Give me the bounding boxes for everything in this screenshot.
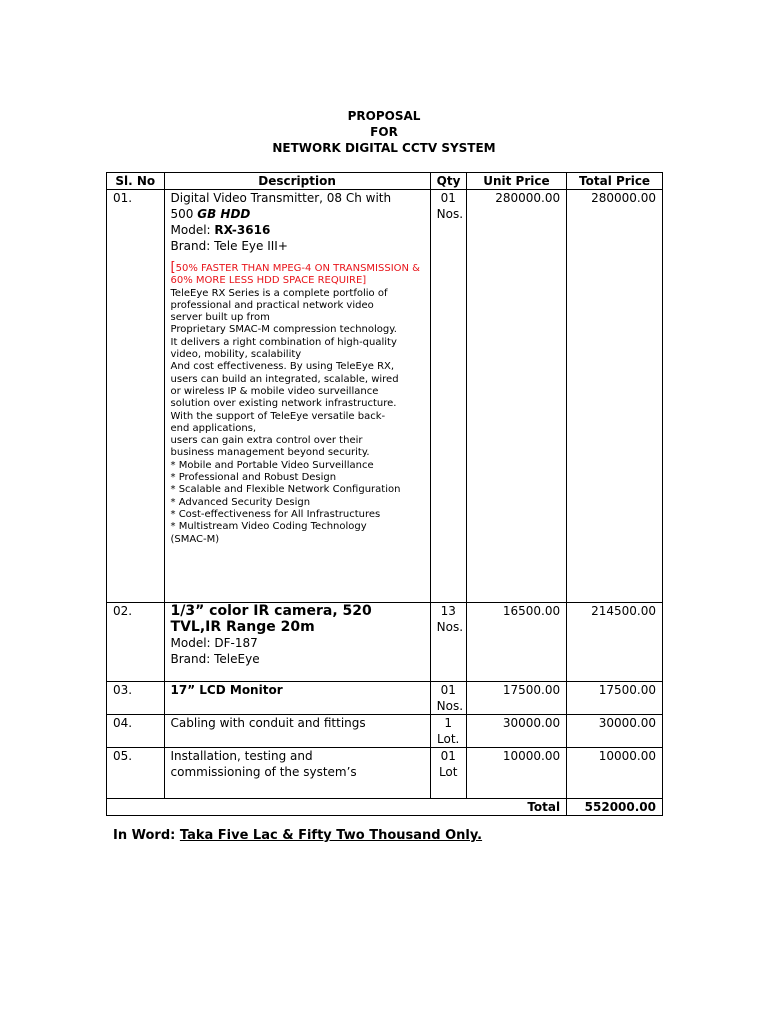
cell-description: Cabling with conduit and fittings	[164, 715, 430, 748]
price-table	[106, 172, 663, 816]
cell-sl: 05.	[107, 748, 165, 799]
cell-sl: 03.	[107, 682, 165, 715]
qty-unit: Lot	[438, 765, 458, 779]
cell-description	[164, 748, 430, 799]
cell-unit-price: 10000.00	[466, 748, 566, 799]
cell-total-price: 280000.00	[567, 190, 663, 603]
header-total-price: Total Price	[567, 173, 663, 190]
total-value: 552000.00	[567, 799, 663, 816]
detail-line: It delivers a right combination of high-quality	[170, 336, 397, 348]
table-row	[107, 682, 663, 715]
desc-line	[171, 206, 424, 222]
cell-qty	[430, 748, 466, 799]
detail-line: * Mobile and Portable Video Surveillance	[170, 459, 374, 471]
detail-line: video, mobility, scalability	[170, 349, 302, 361]
detail-line: TeleEye RX Series is a complete portfolio of	[170, 287, 388, 299]
qty-value: 1	[444, 716, 453, 730]
desc-emphasis: GB HDD	[197, 207, 251, 221]
detail-line: And cost effectiveness. By using TeleEye RX,	[170, 361, 395, 373]
table-row	[107, 715, 663, 748]
table-header-row	[107, 173, 663, 190]
red-note-text: 50% FASTER THAN MPEG-4 ON TRANSMISSION & 60% MORE LESS HDD SPACE REQUIRE]	[170, 263, 420, 287]
detail-line: users can gain extra control over their	[170, 435, 363, 447]
qty-value: 01	[440, 683, 456, 697]
qty-unit: Nos.	[436, 207, 464, 221]
detail-line: * Professional and Robust Design	[170, 472, 337, 484]
detail-text	[171, 288, 424, 546]
header-qty: Qty	[430, 173, 466, 190]
cell-qty	[430, 603, 466, 682]
detail-line: * Multistream Video Coding Technology	[170, 521, 367, 533]
cell-total-price: 10000.00	[567, 748, 663, 799]
header-description: Description	[164, 173, 430, 190]
desc-bold-line: TVL,IR Range 20m	[170, 619, 315, 635]
desc-text: 500	[170, 207, 198, 221]
in-word-label: In Word:	[113, 828, 180, 843]
model-line: Model: DF-187	[170, 636, 258, 650]
red-note	[171, 262, 424, 288]
cell-qty	[430, 715, 466, 748]
detail-line: professional and practical network video	[170, 299, 374, 311]
table-row	[107, 603, 663, 682]
detail-line: users can build an integrated, scalable, wired	[170, 373, 399, 385]
cell-description	[164, 190, 430, 603]
detail-line: or wireless IP & mobile video surveillance	[170, 385, 379, 397]
brand-line: Brand: TeleEye	[170, 652, 260, 666]
qty-unit: Nos.	[436, 699, 464, 713]
title-line-3: NETWORK DIGITAL CCTV SYSTEM	[272, 141, 496, 155]
detail-line: * Scalable and Flexible Network Configuration	[170, 484, 401, 496]
desc-line: Digital Video Transmitter, 08 Ch with	[170, 191, 392, 205]
title-line-2: FOR	[370, 125, 398, 139]
qty-value: 13	[440, 604, 456, 618]
in-word-value: Taka Five Lac & Fifty Two Thousand Only.	[179, 828, 483, 843]
cell-qty	[430, 190, 466, 603]
detail-line: server built up from	[170, 312, 270, 324]
cell-qty	[430, 682, 466, 715]
cell-unit-price: 17500.00	[466, 682, 566, 715]
cell-description: 17” LCD Monitor	[164, 682, 430, 715]
cell-sl: 01.	[107, 190, 165, 603]
detail-line: solution over existing network infrastructure.	[170, 398, 397, 410]
cell-unit-price: 280000.00	[466, 190, 566, 603]
detail-line: * Advanced Security Design	[170, 496, 311, 508]
cell-unit-price: 16500.00	[466, 603, 566, 682]
header-sl-no: Sl. No	[107, 173, 165, 190]
document-title	[0, 108, 768, 156]
desc-bold-line: 1/3” color IR camera, 520	[170, 603, 372, 619]
table-row	[107, 190, 663, 603]
cell-description	[164, 603, 430, 682]
cell-total-price: 17500.00	[567, 682, 663, 715]
qty-value: 01	[440, 749, 456, 763]
qty-unit: Nos.	[436, 620, 464, 634]
cell-sl: 02.	[107, 603, 165, 682]
desc-line: Installation, testing and	[170, 749, 313, 763]
brand-line: Brand: Tele Eye III+	[170, 239, 288, 253]
cell-total-price: 214500.00	[567, 603, 663, 682]
detail-line: With the support of TeleEye versatile back-	[170, 410, 386, 422]
detail-line: * Cost-effectiveness for All Infrastructures	[170, 508, 381, 520]
detail-line: Proprietary SMAC-M compression technology.	[170, 324, 397, 336]
title-line-1: PROPOSAL	[347, 109, 421, 123]
cell-sl: 04.	[107, 715, 165, 748]
total-label: Total	[107, 799, 567, 816]
total-row	[107, 799, 663, 816]
desc-line: commissioning of the system’s	[170, 765, 357, 779]
detail-line: (SMAC-M)	[170, 533, 220, 545]
detail-line: end applications,	[170, 422, 257, 434]
cell-total-price: 30000.00	[567, 715, 663, 748]
table-row	[107, 748, 663, 799]
amount-in-words	[113, 828, 482, 843]
model-label: Model:	[170, 223, 215, 237]
cell-unit-price: 30000.00	[466, 715, 566, 748]
model-value: RX-3616	[214, 223, 271, 237]
qty-unit: Lot.	[437, 732, 460, 746]
qty-value: 01	[440, 191, 456, 205]
red-note-bracket: [	[170, 260, 176, 275]
header-unit-price: Unit Price	[466, 173, 566, 190]
detail-line: business management beyond security.	[170, 447, 370, 459]
model-line	[171, 222, 424, 238]
